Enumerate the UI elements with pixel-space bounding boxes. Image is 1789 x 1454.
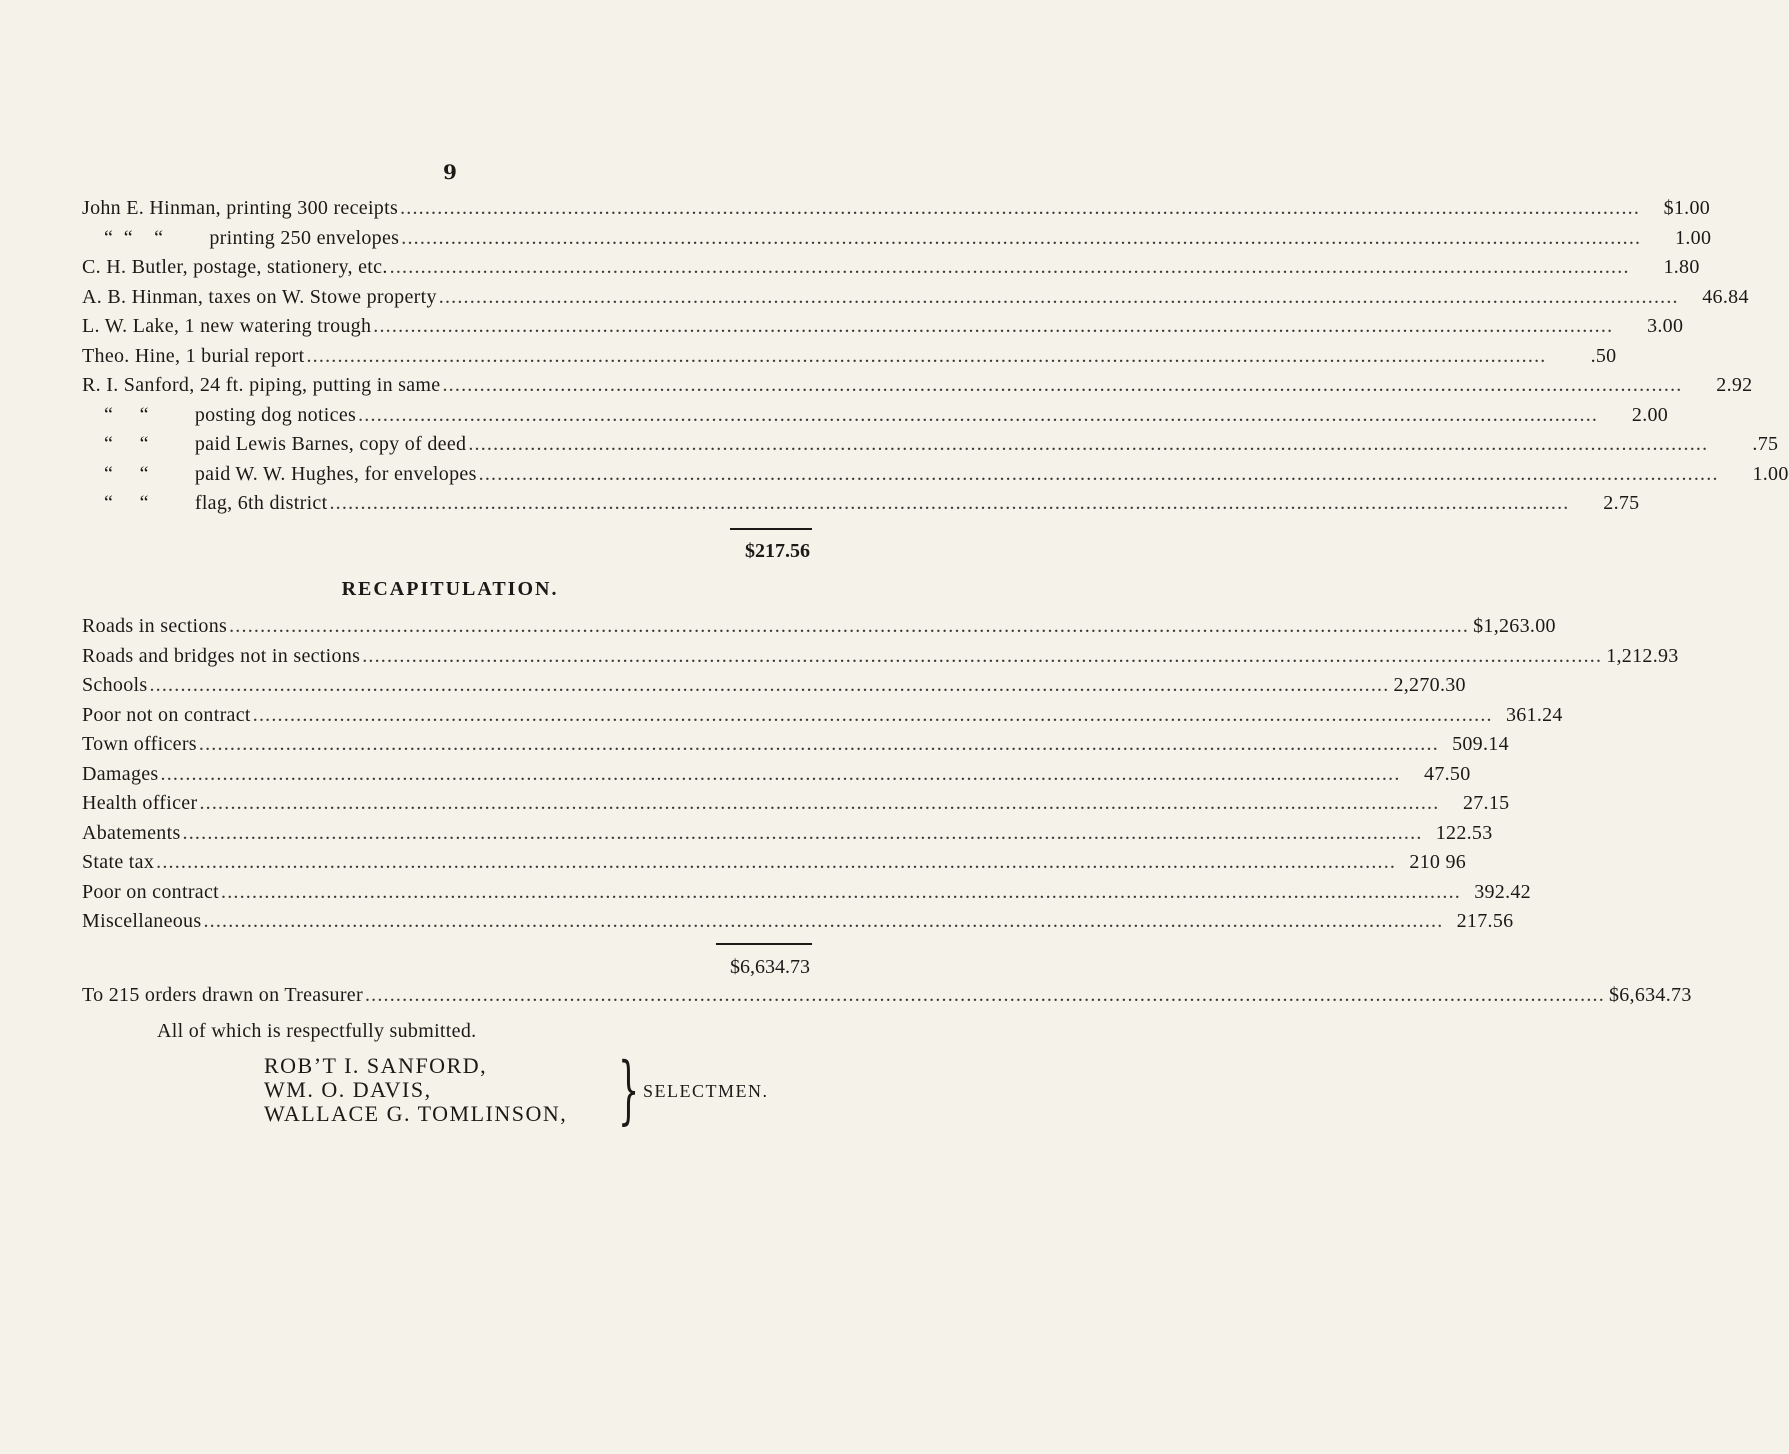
table-row — [82, 703, 1563, 734]
dot-leader: ........................................................................................................................................................................................................ — [438, 285, 1679, 308]
row-description — [82, 197, 398, 220]
table-row — [82, 733, 1509, 763]
description-text: John E. Hinman, printing 300 receipts — [82, 197, 399, 219]
description-text: A. B. Hinman, taxes on W. Stowe property — [82, 285, 437, 308]
row-amount: 210 96 — [1409, 851, 1467, 873]
row-description — [82, 822, 181, 845]
row-amount: 2.00 — [1631, 403, 1669, 426]
row-description — [82, 615, 227, 638]
row-description — [82, 374, 440, 397]
dot-leader: ........................................................................................................................................................................................................ — [364, 984, 1605, 1006]
expense-list — [82, 197, 1789, 522]
row-description — [82, 256, 388, 279]
expense-total: $217.56 — [745, 540, 810, 562]
expense-total-rule — [730, 528, 812, 530]
dot-leader: ........................................................................................................................................................................................................ — [373, 315, 1614, 337]
table-row — [82, 285, 1749, 316]
row-amount: 509.14 — [1452, 733, 1509, 755]
description-text: paid W. W. Hughes, for envelopes — [194, 462, 477, 485]
row-description — [82, 227, 399, 250]
orders-amount: $6,634.73 — [1608, 984, 1692, 1006]
table-row — [82, 880, 1531, 911]
row-description — [82, 704, 251, 727]
row-amount: .75 — [1752, 433, 1779, 455]
dot-leader: ........................................................................................................................................................................................................ — [229, 615, 1470, 637]
page-number: 9 — [443, 160, 457, 184]
row-amount: .50 — [1590, 344, 1617, 367]
description-text: Abatements — [82, 821, 181, 844]
table-row — [82, 462, 1789, 493]
closing-statement: All of which is respectfully submitted. — [157, 1020, 477, 1042]
row-description — [82, 492, 327, 515]
row-description — [82, 286, 437, 309]
description-text: paid Lewis Barnes, copy of deed — [194, 433, 467, 455]
description-text: Theo. Hine, 1 burial report — [82, 344, 305, 367]
row-amount: 361.24 — [1505, 703, 1563, 726]
dot-leader: ........................................................................................................................................................................................................ — [478, 462, 1719, 485]
table-row — [82, 615, 1556, 645]
row-description — [82, 792, 197, 815]
signer-name: WALLACE G. TOMLINSON, — [264, 1101, 568, 1126]
description-text: Poor not on contract — [82, 703, 251, 726]
dot-leader: ........................................................................................................................................................................................................ — [362, 644, 1603, 667]
signer-role: SELECTMEN. — [643, 1081, 769, 1101]
dot-leader: ........................................................................................................................................................................................................ — [389, 256, 1630, 278]
description-text: printing 250 envelopes — [209, 226, 400, 249]
row-description — [82, 404, 356, 427]
description-text: R. I. Sanford, 24 ft. piping, putting in same — [82, 374, 441, 396]
row-amount: 392.42 — [1474, 880, 1531, 903]
row-amount: 2.75 — [1603, 492, 1640, 514]
row-amount: 1.80 — [1663, 256, 1700, 278]
table-row — [82, 644, 1679, 675]
row-description — [82, 315, 371, 338]
row-description — [82, 345, 304, 368]
dot-leader: ........................................................................................................................................................................................................ — [400, 197, 1641, 219]
description-text: posting dog notices — [194, 403, 357, 426]
row-amount: 217.56 — [1456, 910, 1514, 932]
row-amount: $1,263.00 — [1473, 615, 1556, 637]
dot-leader: ........................................................................................................................................................................................................ — [329, 492, 1570, 514]
table-row — [82, 762, 1471, 793]
dot-leader: ........................................................................................................................................................................................................ — [358, 403, 1599, 426]
table-row — [82, 674, 1466, 704]
recap-heading: RECAPITULATION. — [341, 578, 559, 600]
dot-leader: ........................................................................................................................................................................................................ — [182, 821, 1423, 844]
table-row — [82, 315, 1684, 345]
row-amount: 2,270.30 — [1393, 674, 1466, 696]
table-row — [82, 256, 1700, 286]
dot-leader: ........................................................................................................................................................................................................ — [149, 674, 1390, 696]
table-row — [82, 492, 1640, 522]
row-amount: 1,212.93 — [1606, 644, 1679, 667]
row-description — [82, 733, 197, 756]
description-text: flag, 6th district — [194, 492, 328, 514]
orders-description: To 215 orders drawn on Treasurer — [82, 984, 363, 1006]
table-row — [82, 792, 1510, 822]
table-row — [82, 433, 1779, 463]
recap-list — [82, 615, 1679, 940]
description-text: Town officers — [82, 733, 197, 755]
description-text: Health officer — [82, 792, 198, 814]
orders-row — [82, 984, 1692, 1014]
dot-leader: ........................................................................................................................................................................................................ — [198, 733, 1439, 755]
dot-leader: ........................................................................................................................................................................................................ — [160, 762, 1401, 785]
table-row — [82, 851, 1467, 881]
dot-leader: ........................................................................................................................................................................................................ — [468, 433, 1709, 455]
recap-total: $6,634.73 — [730, 956, 810, 978]
dot-leader: ........................................................................................................................................................................................................ — [252, 703, 1493, 726]
table-row — [82, 403, 1669, 434]
orders-line — [82, 984, 1692, 1014]
signers-block — [264, 1054, 567, 1126]
recap-total-rule — [716, 943, 812, 945]
row-amount: 1.00 — [1675, 226, 1712, 249]
description-text: Schools — [82, 674, 148, 696]
row-description — [82, 910, 201, 933]
dot-leader: ........................................................................................................................................................................................................ — [199, 792, 1440, 814]
row-amount: 46.84 — [1702, 285, 1749, 308]
dot-leader: ........................................................................................................................................................................................................ — [203, 910, 1444, 932]
dot-leader: ........................................................................................................................................................................................................ — [442, 374, 1683, 396]
row-description — [82, 881, 219, 904]
signer-name: ROB’T I. SANFORD, — [264, 1053, 488, 1078]
dot-leader: ........................................................................................................................................................................................................ — [401, 226, 1642, 249]
row-amount: 3.00 — [1647, 315, 1684, 337]
row-amount: 122.53 — [1435, 821, 1493, 844]
dot-leader: ........................................................................................................................................................................................................ — [306, 344, 1547, 367]
table-row — [82, 226, 1712, 257]
ditto-marks: “ “ — [104, 433, 149, 455]
dot-leader: ........................................................................................................................................................................................................ — [221, 880, 1461, 903]
description-text: Roads in sections — [82, 615, 228, 637]
description-text: L. W. Lake, 1 new watering trough — [82, 315, 372, 337]
row-amount: 27.15 — [1462, 792, 1510, 814]
ditto-marks: “ “ — [104, 462, 149, 485]
description-text: Miscellaneous — [82, 910, 202, 932]
dot-leader: ........................................................................................................................................................................................................ — [156, 851, 1397, 873]
ditto-marks: “ “ “ — [104, 226, 164, 249]
row-description — [82, 645, 360, 668]
table-row — [82, 374, 1753, 404]
row-description — [82, 463, 477, 486]
row-amount: $1.00 — [1663, 197, 1711, 219]
signer-name: WM. O. DAVIS, — [264, 1077, 432, 1102]
ditto-marks: “ “ — [104, 492, 149, 514]
row-amount: 1.00 — [1752, 462, 1789, 485]
brace-glyph: } — [618, 1047, 640, 1133]
description-text: Roads and bridges not in sections — [82, 644, 361, 667]
table-row — [82, 197, 1711, 227]
ditto-marks: “ “ — [104, 403, 149, 426]
row-amount: 2.92 — [1716, 374, 1753, 396]
table-row — [82, 910, 1514, 940]
row-amount: 47.50 — [1424, 762, 1471, 785]
row-description — [82, 851, 154, 874]
table-row — [82, 344, 1617, 375]
description-text: C. H. Butler, postage, stationery, etc. — [82, 256, 388, 278]
row-description — [82, 763, 159, 786]
row-description — [82, 433, 466, 456]
row-description — [82, 674, 147, 697]
description-text: State tax — [82, 851, 155, 873]
description-text: Poor on contract — [82, 880, 219, 903]
description-text: Damages — [82, 762, 159, 785]
table-row — [82, 821, 1493, 852]
